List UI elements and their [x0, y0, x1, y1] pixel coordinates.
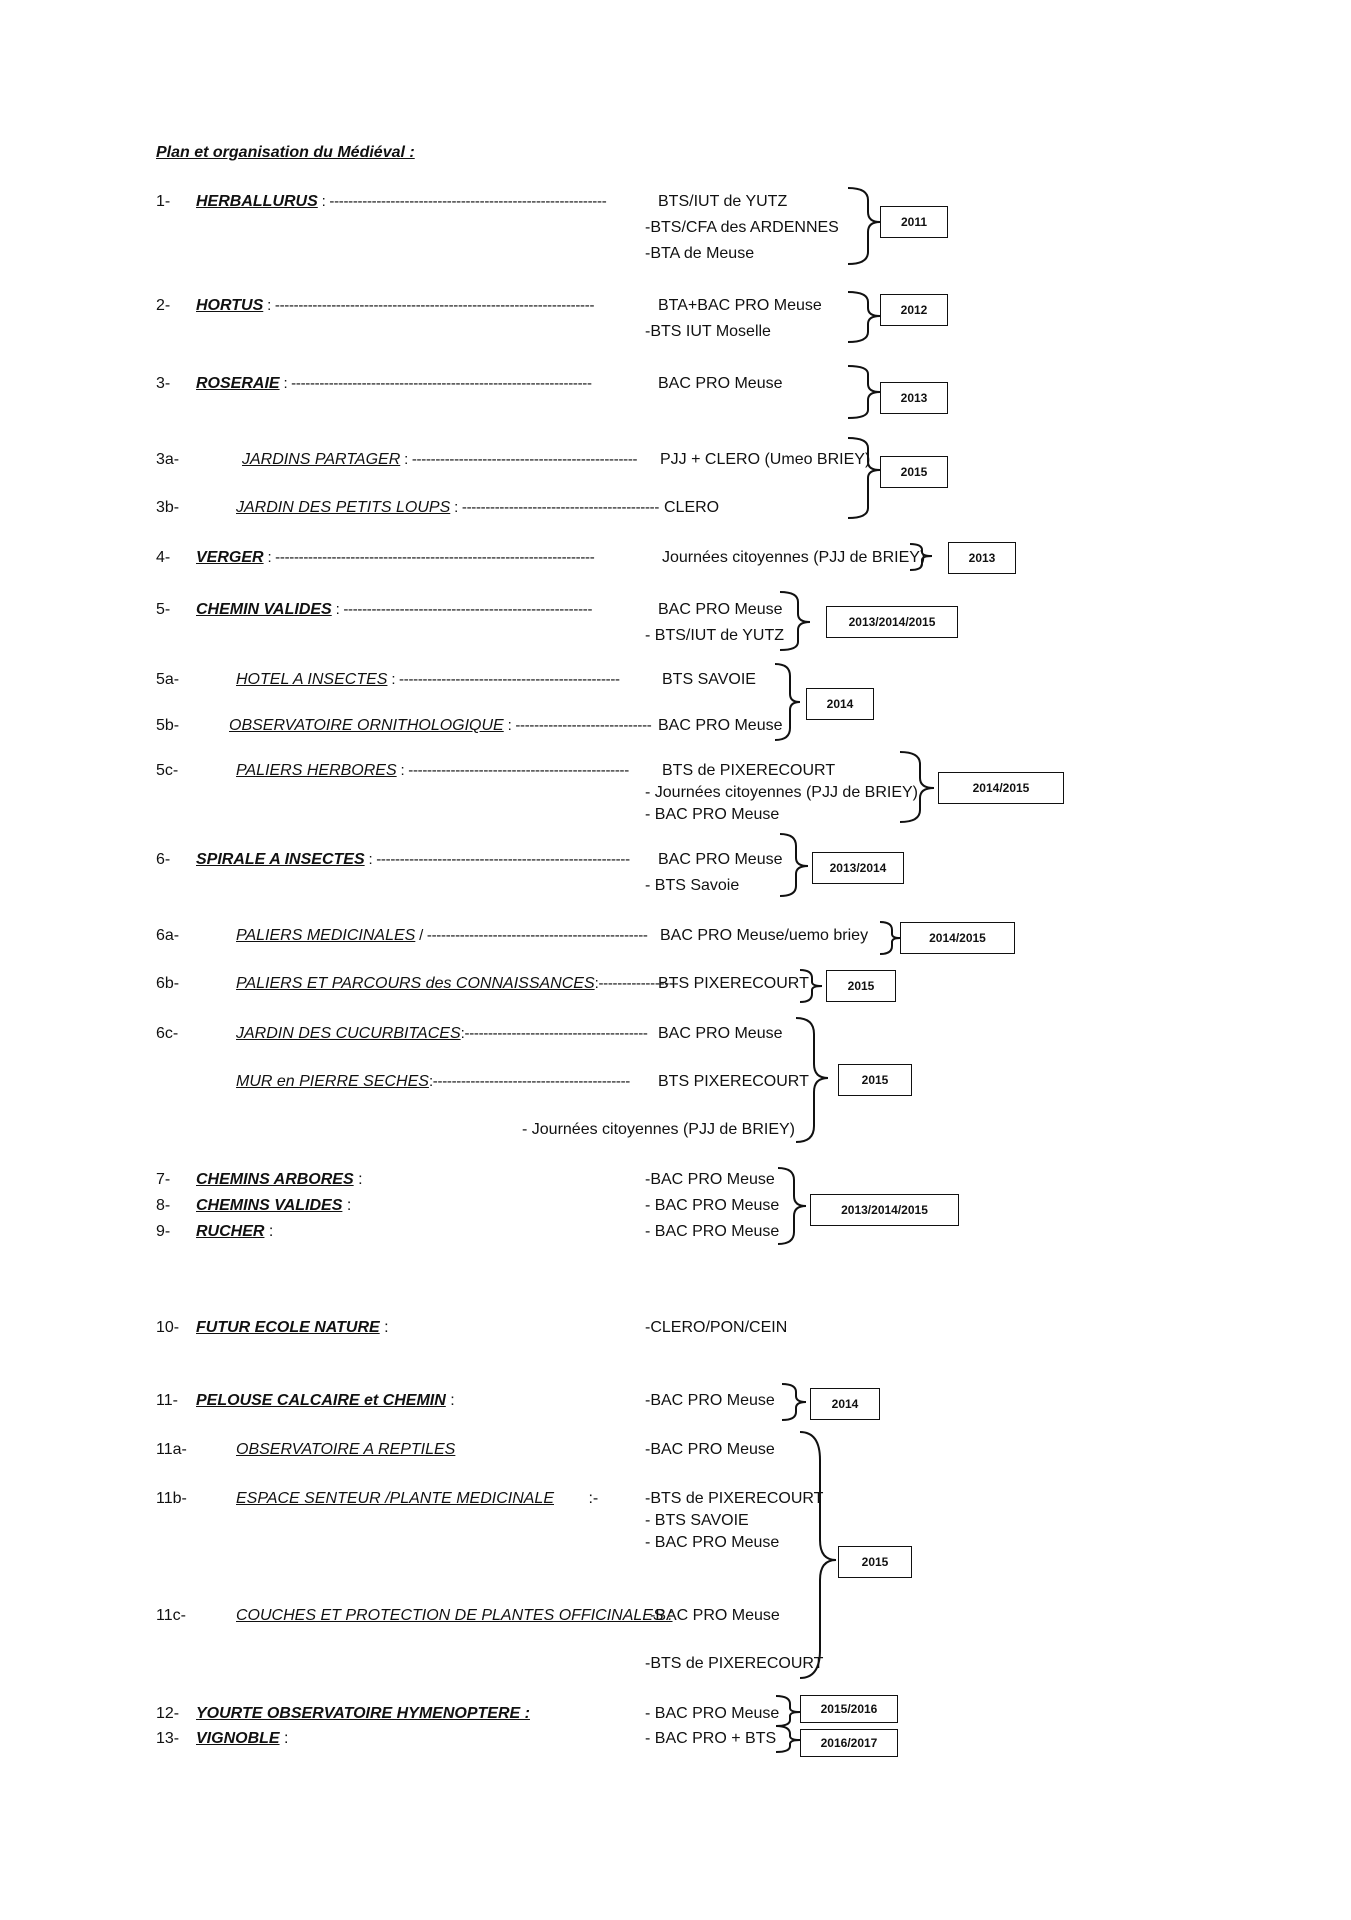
item-number: 11c-	[156, 1607, 186, 1624]
item-row	[196, 1198, 351, 1214]
year-box: 2015	[880, 456, 948, 488]
item-value: - BAC PRO Meuse	[645, 806, 780, 823]
item-leader: :	[264, 1223, 274, 1240]
item-leader: : ----------------------------------------------------------------	[279, 375, 592, 392]
item-name: HORTUS	[196, 297, 264, 314]
item-row	[196, 1393, 455, 1409]
item-value: - BAC PRO Meuse	[645, 1705, 780, 1722]
item-number: 5c-	[156, 762, 179, 779]
item-value: - BAC PRO + BTS	[645, 1730, 777, 1747]
item-value: -BTS de PIXERECOURT	[645, 1655, 824, 1672]
item-value: - BTS SAVOIE	[645, 1512, 749, 1529]
year-box: 2013	[948, 542, 1016, 574]
item-row	[196, 1706, 530, 1722]
item-name: JARDINS PARTAGER	[242, 451, 401, 468]
year-box: 2015	[826, 970, 896, 1002]
item-number: 3a-	[156, 451, 180, 468]
item-number: 6b-	[156, 975, 180, 992]
item-number: 1-	[156, 193, 171, 210]
item-value: BAC PRO Meuse	[658, 1025, 783, 1042]
year-box: 2011	[880, 206, 948, 238]
item-name: OBSERVATOIRE ORNITHOLOGIQUE	[229, 717, 504, 734]
year-box: 2013/2014/2015	[826, 606, 958, 638]
item-leader: : -----------------------------------------------------------	[317, 193, 607, 210]
item-leader: : -----------------------------------------------	[396, 762, 629, 779]
item-name: PELOUSE CALCAIRE et CHEMIN	[196, 1392, 446, 1409]
item-leader: / -----------------------------------------------	[415, 927, 648, 944]
item-number: 9-	[156, 1223, 171, 1240]
item-value: BAC PRO Meuse	[658, 375, 783, 392]
item-row	[196, 1224, 273, 1240]
item-name: ROSERAIE	[196, 375, 280, 392]
brace	[776, 1696, 800, 1726]
year-box: 2014	[806, 688, 874, 720]
item-number: 8-	[156, 1197, 171, 1214]
item-row	[236, 1074, 630, 1090]
item-leader: : ------------------------------------------------	[400, 451, 638, 468]
item-number: 6c-	[156, 1025, 179, 1042]
item-value: BTS PIXERECOURT	[658, 975, 809, 992]
item-value: -BAC PRO Meuse	[650, 1607, 780, 1624]
item-row	[236, 928, 648, 944]
item-row	[196, 1731, 288, 1747]
item-row	[196, 298, 594, 314]
item-row	[236, 1442, 455, 1458]
item-name: ESPACE SENTEUR /PLANTE MEDICINALE	[236, 1490, 554, 1507]
year-box: 2014/2015	[900, 922, 1015, 954]
item-value: BTS PIXERECOURT	[658, 1073, 809, 1090]
item-row	[196, 1172, 363, 1188]
item-value: -BTS/CFA des ARDENNES	[645, 219, 839, 236]
item-value: BTS/IUT de YUTZ	[658, 193, 788, 210]
item-name: HERBALLURUS	[196, 193, 318, 210]
item-number: 11-	[156, 1392, 178, 1409]
item-name: JARDIN DES PETITS LOUPS	[236, 499, 451, 516]
brace	[800, 1432, 836, 1678]
item-leader: :	[379, 1319, 389, 1336]
item-value: - BAC PRO Meuse	[645, 1197, 780, 1214]
item-number: 5a-	[156, 671, 180, 688]
item-leader: :	[353, 1171, 363, 1188]
item-name: CHEMINS VALIDES	[196, 1197, 343, 1214]
item-number: 5-	[156, 601, 171, 618]
item-value: BAC PRO Meuse/uemo briey	[660, 927, 869, 944]
item-row	[196, 376, 592, 392]
item-leader: : -----------------------------	[503, 717, 652, 734]
item-value: PJJ + CLERO (Umeo BRIEY)	[660, 451, 871, 468]
item-number: 10-	[156, 1319, 180, 1336]
year-box: 2014/2015	[938, 772, 1064, 804]
item-name: VIGNOBLE	[196, 1730, 280, 1747]
item-value: - BTS/IUT de YUTZ	[645, 627, 784, 644]
item-value: - Journées citoyennes (PJJ de BRIEY)	[645, 784, 919, 801]
year-box: 2015/2016	[800, 1695, 898, 1723]
item-value: - BTS Savoie	[645, 877, 740, 894]
year-box: 2012	[880, 294, 948, 326]
year-box: 2013/2014	[812, 852, 904, 884]
item-name: RUCHER	[196, 1223, 265, 1240]
item-leader: : ------------------------------------------	[450, 499, 660, 516]
item-row	[196, 852, 630, 868]
item-value: -BAC PRO Meuse	[645, 1171, 775, 1188]
year-box: 2016/2017	[800, 1729, 898, 1757]
item-value: -BAC PRO Meuse	[645, 1441, 775, 1458]
item-value: -BTS de PIXERECOURT	[645, 1490, 824, 1507]
item-leader: : --------------------------------------------------------------------	[263, 297, 595, 314]
item-value: BAC PRO Meuse	[658, 601, 783, 618]
item-leader: :	[279, 1730, 289, 1747]
item-leader: :	[445, 1392, 455, 1409]
item-value: -BAC PRO Meuse	[645, 1392, 775, 1409]
item-name: CHEMINS ARBORES	[196, 1171, 354, 1188]
brace	[848, 366, 880, 418]
item-name: YOURTE OBSERVATOIRE HYMENOPTERE :	[196, 1705, 530, 1722]
item-leader: :-	[584, 1490, 599, 1507]
item-value: BTS SAVOIE	[662, 671, 756, 688]
brace	[880, 922, 900, 954]
item-row	[236, 763, 629, 779]
item-row	[236, 1026, 648, 1042]
item-number: 7-	[156, 1171, 171, 1188]
item-leader: : ------------------------------------------------------	[364, 851, 630, 868]
item-value: BAC PRO Meuse	[658, 717, 783, 734]
item-name: HOTEL A INSECTES	[236, 671, 388, 688]
brace	[780, 834, 808, 896]
item-name: PALIERS MEDICINALES	[236, 927, 416, 944]
item-name: PALIERS HERBORES	[236, 762, 397, 779]
item-value: BTA+BAC PRO Meuse	[658, 297, 822, 314]
item-number: 6a-	[156, 927, 180, 944]
item-name: COUCHES ET PROTECTION DE PLANTES OFFICINALES :	[236, 1607, 673, 1624]
page-title: Plan et organisation du Médiéval :	[156, 144, 415, 161]
brace	[776, 1726, 800, 1752]
item-number: 6-	[156, 851, 171, 868]
brace	[848, 188, 880, 264]
item-row	[196, 550, 594, 566]
item-number: 4-	[156, 549, 171, 566]
item-leader: :-----------------	[594, 975, 679, 992]
item-number: 2-	[156, 297, 171, 314]
item-row	[196, 1320, 389, 1336]
item-number: 11b-	[156, 1490, 187, 1507]
year-box: 2014	[810, 1388, 880, 1420]
year-box: 2013	[880, 382, 948, 414]
item-value: -BTS IUT Moselle	[645, 323, 771, 340]
item-row	[229, 718, 652, 734]
item-row	[236, 1491, 598, 1507]
item-value: -CLERO/PON/CEIN	[645, 1319, 788, 1336]
item-name: MUR en PIERRE SECHES	[236, 1073, 429, 1090]
item-number: 3b-	[156, 499, 180, 516]
item-number: 5b-	[156, 717, 180, 734]
item-number: 11a-	[156, 1441, 187, 1458]
item-row	[236, 976, 678, 992]
brace	[848, 292, 880, 342]
year-box: 2013/2014/2015	[810, 1194, 959, 1226]
item-row	[236, 672, 620, 688]
item-value: - BAC PRO Meuse	[645, 1223, 780, 1240]
item-leader: : --------------------------------------------------------------------	[263, 549, 595, 566]
item-name: CHEMIN VALIDES	[196, 601, 332, 618]
year-box: 2015	[838, 1546, 912, 1578]
item-leader: :	[342, 1197, 352, 1214]
item-value: - Journées citoyennes (PJJ de BRIEY)	[522, 1121, 796, 1138]
item-number: 12-	[156, 1705, 180, 1722]
item-row	[236, 1608, 673, 1624]
item-leader: :---------------------------------------	[460, 1025, 648, 1042]
item-row	[242, 452, 637, 468]
brace	[782, 1384, 806, 1420]
item-leader: : -----------------------------------------------	[387, 671, 620, 688]
item-value: - BAC PRO Meuse	[645, 1534, 780, 1551]
item-row	[236, 500, 659, 516]
item-name: SPIRALE A INSECTES	[196, 851, 365, 868]
year-box: 2015	[838, 1064, 912, 1096]
item-row	[196, 602, 592, 618]
item-value: Journées citoyennes (PJJ de BRIEY)	[662, 549, 926, 566]
item-value: CLERO	[664, 499, 720, 516]
item-leader: :------------------------------------------	[428, 1073, 631, 1090]
brace	[780, 592, 810, 650]
item-number: 3-	[156, 375, 171, 392]
item-value: -BTA de Meuse	[645, 245, 755, 262]
item-number: 13-	[156, 1730, 180, 1747]
brace	[778, 1168, 806, 1244]
item-name: JARDIN DES CUCURBITACES	[236, 1025, 461, 1042]
item-value: BTS de PIXERECOURT	[662, 762, 836, 779]
brace	[848, 438, 880, 518]
item-row	[196, 194, 606, 210]
item-name: FUTUR ECOLE NATURE	[196, 1319, 380, 1336]
item-name: VERGER	[196, 549, 264, 566]
item-name: PALIERS ET PARCOURS des CONNAISSANCES	[236, 975, 595, 992]
item-leader: : -----------------------------------------------------	[331, 601, 593, 618]
item-name: OBSERVATOIRE A REPTILES	[236, 1441, 456, 1458]
item-value: BAC PRO Meuse	[658, 851, 783, 868]
